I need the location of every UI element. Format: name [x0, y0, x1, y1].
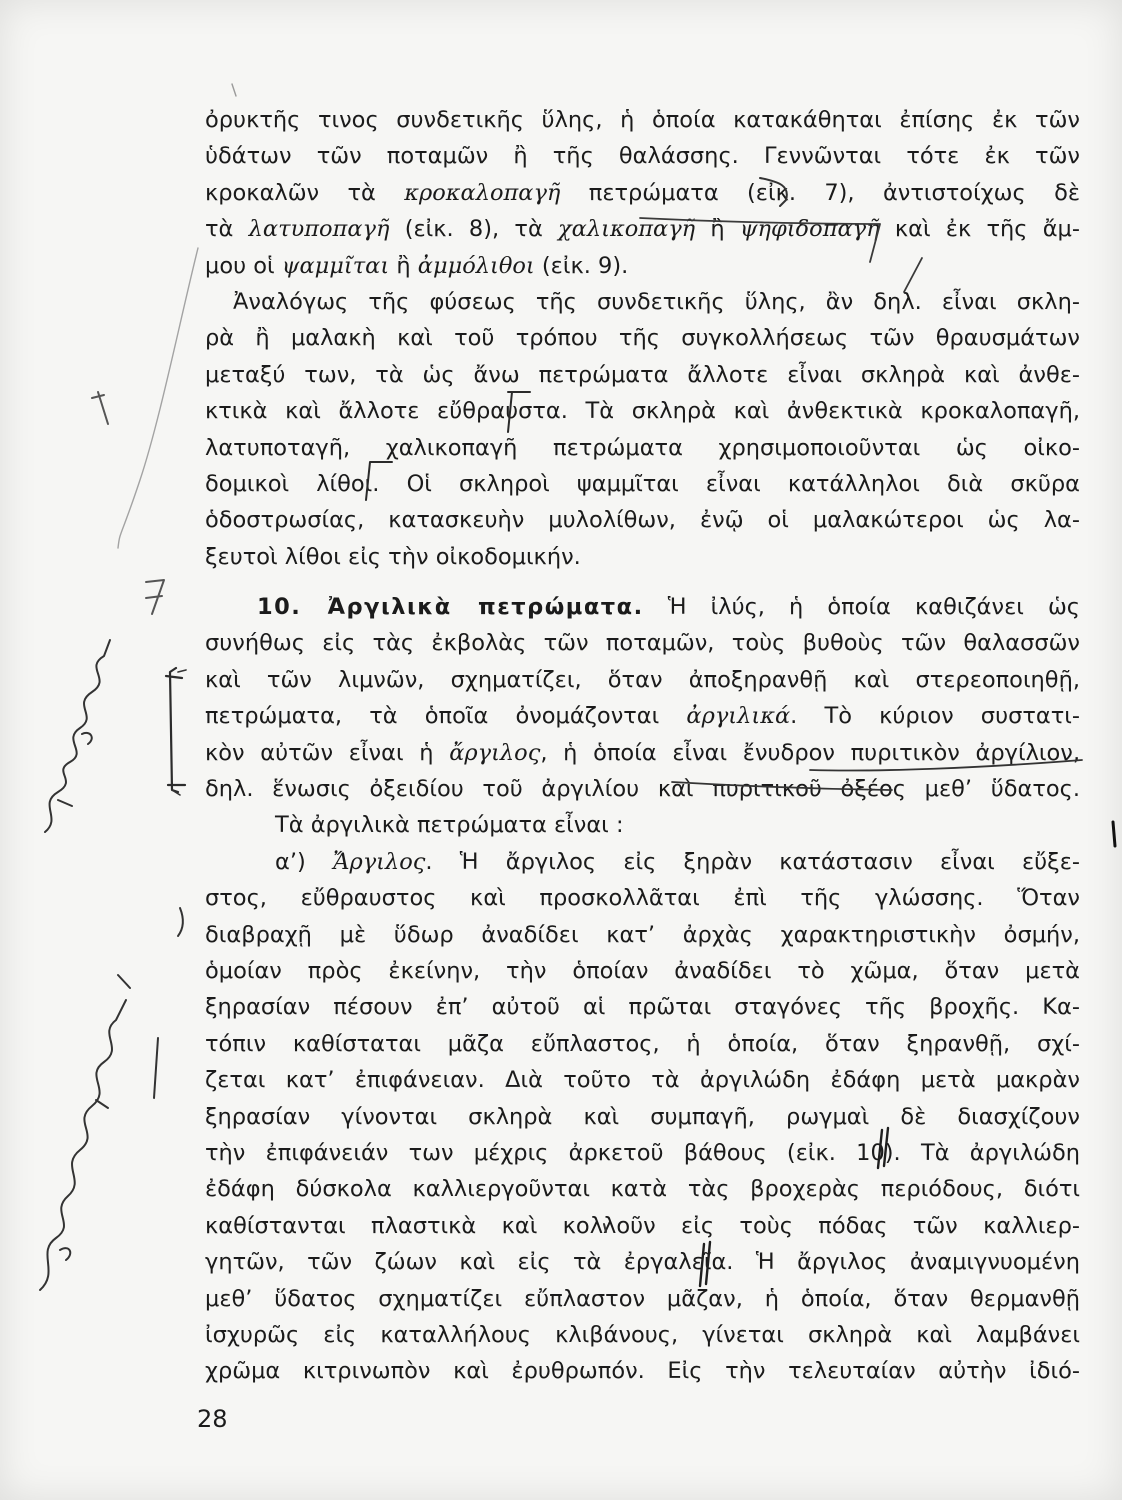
text-run: ἐδάφη δύσκολα καλλιεργοῦνται κατὰ τὰς βροχερὰς περιόδους, διότι	[205, 1176, 1080, 1203]
text-line	[205, 1135, 1080, 1171]
text-run: κὸν αὐτῶν εἶναι ἡ	[205, 739, 450, 766]
text-run: , ἡ ὁποία εἶναι ἔνυδρον πυριτικὸν ἀργίλιον,	[540, 739, 1080, 766]
text-run: μεθ’ ὕδατος σχηματίζει εὔπλαστον μᾶζαν, ἡ ὁποία, ὅταν θερμανθῇ	[205, 1285, 1080, 1312]
margin-pencil-stroke	[118, 248, 198, 548]
text-line	[205, 466, 1080, 502]
section-heading-line	[205, 589, 1080, 625]
text-line	[205, 844, 1080, 880]
page-number: 28	[197, 1405, 228, 1433]
text-run: Ἀναλόγως τῆς φύσεως τῆς συνδετικῆς ὕλης, ἂν δηλ. εἶναι σκλη-	[233, 288, 1080, 315]
text-run: τὰ	[205, 216, 249, 243]
text-run: (εἰκ. 8), τὰ	[389, 216, 559, 243]
text-run: ἢ	[389, 252, 418, 279]
margin-bracket	[166, 668, 185, 792]
text-run: καὶ ἐκ τῆς ἄμ-	[879, 216, 1080, 243]
italic-term: Ἄργιλος	[332, 848, 426, 875]
text-run: πετρώματα (εἰκ. 7), ἀντιστοίχως δὲ	[560, 179, 1081, 206]
text-run: ρὰ ἢ μαλακὴ καὶ τοῦ τρόπου τῆς συγκολλήσεως τῶν θραυσμάτων	[205, 325, 1080, 352]
text-line	[205, 735, 1080, 771]
text-line	[205, 211, 1080, 247]
text-run: μου οἱ	[205, 252, 282, 279]
text-run: . Τὸ κύριον συστατι-	[790, 703, 1081, 730]
text-run: ξευτοὶ λίθοι εἰς τὴν οἰκοδομικήν.	[205, 543, 581, 570]
margin-pencil-stroke	[154, 1038, 158, 1098]
text-run: ἰσχυρῶς εἰς καταλλήλους κλιβάνους, γίνεται σκληρὰ καὶ λαμβάνει	[205, 1321, 1080, 1348]
text-run: στος, εὔθραυστος καὶ προσκολλᾶται ἐπὶ τῆς γλώσσης. Ὅταν	[205, 885, 1080, 912]
text-run: τόπιν καθίσταται μᾶζα εὔπλαστος, ἡ ὁποία, ὅταν ξηρανθῇ, σχί-	[205, 1030, 1080, 1057]
margin-pencil-stroke	[1113, 822, 1115, 846]
text-run: ξηρασίαν πέσουν ἐπ’ αὐτοῦ αἱ πρῶται σταγόνες τῆς βροχῆς. Κα-	[205, 994, 1080, 1021]
text-line	[205, 807, 1080, 843]
italic-term: λατυποπαγῆ	[248, 216, 390, 243]
italic-term: ἄργιλος	[449, 739, 541, 766]
text-run: γητῶν, τῶν ζώων καὶ εἰς τὰ ἐργαλεῖα. Ἡ ἄργιλος ἀναμιγνυομένη	[205, 1249, 1080, 1276]
handwritten-margin-note	[45, 640, 110, 832]
text-run: χρῶμα κιτρινωπὸν καὶ ἐρυθρωπόν. Εἰς τὴν τελευταίαν αὐτὴν ἰδιό-	[205, 1358, 1080, 1385]
text-line	[205, 102, 1080, 138]
body-text	[205, 102, 1080, 1390]
text-line	[205, 539, 1080, 575]
italic-term: ψηφιδοπαγῆ	[739, 216, 880, 243]
text-run: ὑδάτων τῶν ποταμῶν ἢ τῆς θαλάσσης. Γεννῶνται τότε ἐκ τῶν	[205, 143, 1080, 170]
text-run: μεταξύ των, τὰ ὡς ἄνω πετρώματα ἄλλοτε εἶναι σκληρὰ καὶ ἀνθε-	[205, 361, 1080, 388]
italic-term: ἀργιλικά	[686, 703, 791, 730]
text-run: ἢ	[695, 216, 740, 243]
text-line	[205, 138, 1080, 174]
text-line	[205, 1062, 1080, 1098]
text-run: (εἰκ. 9).	[534, 252, 629, 279]
margin-pencil-stroke	[172, 670, 186, 795]
text-line	[205, 1171, 1080, 1207]
text-run: δηλ. ἕνωσις ὀξειδίου τοῦ ἀργιλίου καὶ πυριτικοῦ ὀξέος μεθ’ ὕδατος.	[205, 776, 1080, 803]
text-run: καὶ τῶν λιμνῶν, σχηματίζει, ὅταν ἀποξηρανθῇ καὶ στερεοποιηθῇ,	[205, 666, 1080, 693]
margin-tick-mark	[92, 392, 108, 424]
text-line	[205, 320, 1080, 356]
text-line	[205, 880, 1080, 916]
text-run: Τὰ ἀργιλικὰ πετρώματα εἶναι :	[275, 812, 624, 839]
text-run: διαβραχῇ μὲ ὕδωρ ἀναδίδει κατ’ ἀρχὰς χαρακτηριστικὴν ὀσμήν,	[205, 921, 1080, 948]
text-line	[205, 1026, 1080, 1062]
margin-tick-mark	[146, 580, 164, 614]
text-line	[205, 698, 1080, 734]
text-line	[205, 917, 1080, 953]
text-line	[205, 393, 1080, 429]
text-line	[205, 430, 1080, 466]
text-run: λατυποταγῆ, χαλικοπαγῆ πετρώματα χρησιμοποιοῦνται ὡς οἰκο-	[205, 434, 1080, 461]
text-line	[205, 502, 1080, 538]
text-run: πετρώματα, τὰ ὁποῖα ὀνομάζονται	[205, 703, 687, 730]
text-run: ξηρασίαν γίνονται σκληρὰ καὶ συμπαγῆ, ρωγμαὶ δὲ διασχίζουν	[205, 1103, 1080, 1130]
text-run: Ἡ ἰλύς, ἡ ὁποία καθιζάνει ὡς	[643, 594, 1080, 621]
text-line	[205, 175, 1080, 211]
text-line	[205, 1099, 1080, 1135]
section-heading: 10. Ἀργιλικὰ πετρώματα.	[257, 594, 644, 621]
margin-pencil-stroke	[178, 908, 183, 936]
text-line	[205, 989, 1080, 1025]
text-run: ὁμοίαν πρὸς ἐκείνην, τὴν ὁποίαν ἀναδίδει τὸ χῶμα, ὅταν μετὰ	[205, 957, 1080, 984]
text-run: . Ἡ ἄργιλος εἰς ξηρὰν κατάστασιν εἶναι εὔξε-	[425, 848, 1080, 875]
text-line	[205, 1353, 1080, 1389]
margin-pencil-stroke	[232, 84, 236, 96]
text-line	[205, 1317, 1080, 1353]
handwritten-margin-note	[40, 975, 130, 1290]
italic-term: ψαμμῖται	[281, 252, 390, 279]
text-run: τὴν ἐπιφάνειάν των μέχρις ἀρκετοῦ βάθους (εἰκ. 10). Τὰ ἀργιλώδη	[205, 1139, 1080, 1166]
text-run: συνήθως εἰς τὰς ἐκβολὰς τῶν ποταμῶν, τοὺς βυθοὺς τῶν θαλασσῶν	[205, 630, 1080, 657]
text-line	[205, 248, 1080, 284]
text-run: α’)	[275, 848, 333, 875]
text-run: κτικὰ καὶ ἄλλοτε εὔθραυστα. Τὰ σκληρὰ καὶ ἀνθεκτικὰ κροκαλοπαγῆ,	[205, 398, 1080, 425]
text-run: ζεται κατ’ ἐπιφάνειαν. Διὰ τοῦτο τὰ ἀργιλώδη ἐδάφη μετὰ μακρὰν	[205, 1067, 1080, 1094]
text-line	[205, 953, 1080, 989]
text-line	[205, 1244, 1080, 1280]
text-line	[205, 625, 1080, 661]
text-run: κροκαλῶν τὰ	[205, 179, 405, 206]
text-run: καθίστανται πλαστικὰ καὶ κολλοῦν εἰς τοὺς πόδας τῶν καλλιερ-	[205, 1212, 1080, 1239]
italic-term: κροκαλοπαγῆ	[404, 179, 561, 206]
text-line	[205, 771, 1080, 807]
text-line	[205, 357, 1080, 393]
italic-term: χαλικοπαγῆ	[558, 216, 696, 243]
text-run: δομικοὶ λίθοι. Οἱ σκληροὶ ψαμμῖται εἶναι κατάλληλοι διὰ σκῦρα	[205, 470, 1080, 497]
italic-term: ἀμμόλιθοι	[417, 252, 535, 279]
text-run: ὁδοστρωσίας, κατασκευὴν μυλολίθων, ἐνῷ οἱ μαλακώτεροι ὡς λα-	[205, 507, 1080, 534]
text-line	[205, 662, 1080, 698]
text-run: ὀρυκτῆς τινος συνδετικῆς ὕλης, ἡ ὁποία κατακάθηται ἐπίσης ἐκ τῶν	[205, 107, 1080, 133]
text-line	[205, 1281, 1080, 1317]
text-line	[205, 284, 1080, 320]
text-line	[205, 1208, 1080, 1244]
